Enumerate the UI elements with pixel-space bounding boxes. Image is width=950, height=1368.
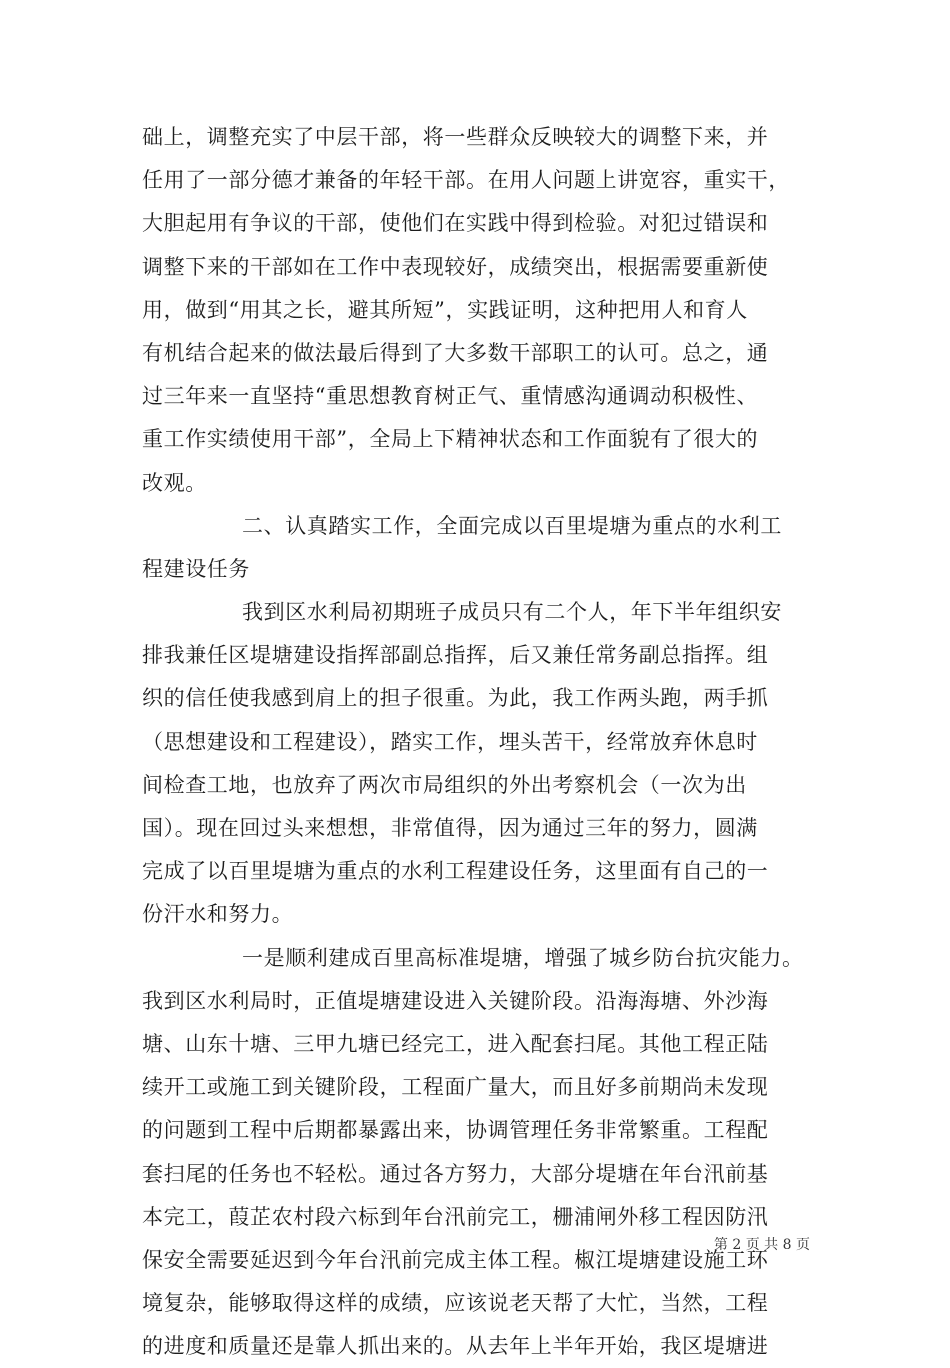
text-line: 任用了一部分德才兼备的年轻干部。在用人问题上讲宽容，重实干， (142, 168, 790, 193)
text-line: 续开工或施工到关键阶段，工程面广量大，而且好多前期尚未发现 (142, 1075, 769, 1100)
section-heading-continued: 程建设任务 (142, 556, 250, 581)
body-text (142, 116, 822, 1368)
text-line: 过三年来一直坚持“重思想教育树正气、重情感沟通调动积极性、 (142, 384, 759, 409)
text-line: 份汗水和努力。 (142, 902, 294, 927)
text-line: 础上，调整充实了中层干部，将一些群众反映较大的调整下来，并 (142, 125, 769, 149)
text-line: 有机结合起来的做法最后得到了大多数干部职工的认可。总之，通 (142, 340, 769, 365)
text-line: （思想建设和工程建设），踏实工作，埋头苦干，经常放弃休息时 (142, 729, 758, 754)
section-heading: 二、认真踏实工作，全面完成以百里堤塘为重点的水利工 (242, 513, 782, 538)
text-line: 本完工，葭芷农村段六标到年台汛前完工，栅浦闸外移工程因防汛 (142, 1204, 769, 1229)
text-line: 重工作实绩使用干部”，全局上下精神状态和工作面貌有了很大的 (142, 427, 759, 452)
text-line: 织的信任使我感到肩上的担子很重。为此，我工作两头跑，两手抓 (142, 686, 769, 711)
text-line: 套扫尾的任务也不轻松。通过各方努力，大部分堤塘在年台汛前基 (142, 1161, 769, 1186)
text-line: 国）。现在回过头来想想，非常值得，因为通过三年的努力，圆满 (142, 816, 758, 840)
text-line: 大胆起用有争议的干部，使他们在实践中得到检验。对犯过错误和 (142, 211, 769, 236)
text-line: 间检查工地，也放弃了两次市局组织的外出考察机会（一次为出 (142, 772, 747, 797)
text-line: 我到区水利局时，正值堤塘建设进入关键阶段。沿海海塘、外沙海 (142, 988, 769, 1013)
text-line: 保安全需要延迟到今年台汛前完成主体工程。椒江堤塘建设施工环 (142, 1247, 769, 1272)
page-number-footer: 第 2 页 共 8 页 (713, 1237, 810, 1253)
text-line: 的进度和质量还是靠人抓出来的。从去年上半年开始，我区堤塘进 (142, 1334, 769, 1359)
text-line: 调整下来的干部如在工作中表现较好，成绩突出，根据需要重新使 (142, 254, 769, 279)
text-line: 塘、山东十塘、三甲九塘已经完工，进入配套扫尾。其他工程正陆 (142, 1031, 769, 1056)
text-line: 改观。 (142, 470, 207, 495)
text-line: 用，做到“用其之长，避其所短”，实践证明，这种把用人和育人 (142, 297, 748, 322)
text-line: 境复杂，能够取得这样的成绩，应该说老天帮了大忙，当然，工程 (142, 1291, 769, 1316)
text-line: 排我兼任区堤塘建设指挥部副总指挥，后又兼任常务副总指挥。组 (142, 643, 769, 668)
text-line: 完成了以百里堤塘为重点的水利工程建设任务，这里面有自己的一 (142, 859, 769, 884)
text-line: 的问题到工程中后期都暴露出来，协调管理任务非常繁重。工程配 (142, 1118, 769, 1143)
paragraph-start: 我到区水利局初期班子成员只有二个人，年下半年组织安 (242, 600, 782, 625)
paragraph-start: 一是顺利建成百里高标准堤塘，增强了城乡防台抗灾能力。 (242, 945, 804, 970)
